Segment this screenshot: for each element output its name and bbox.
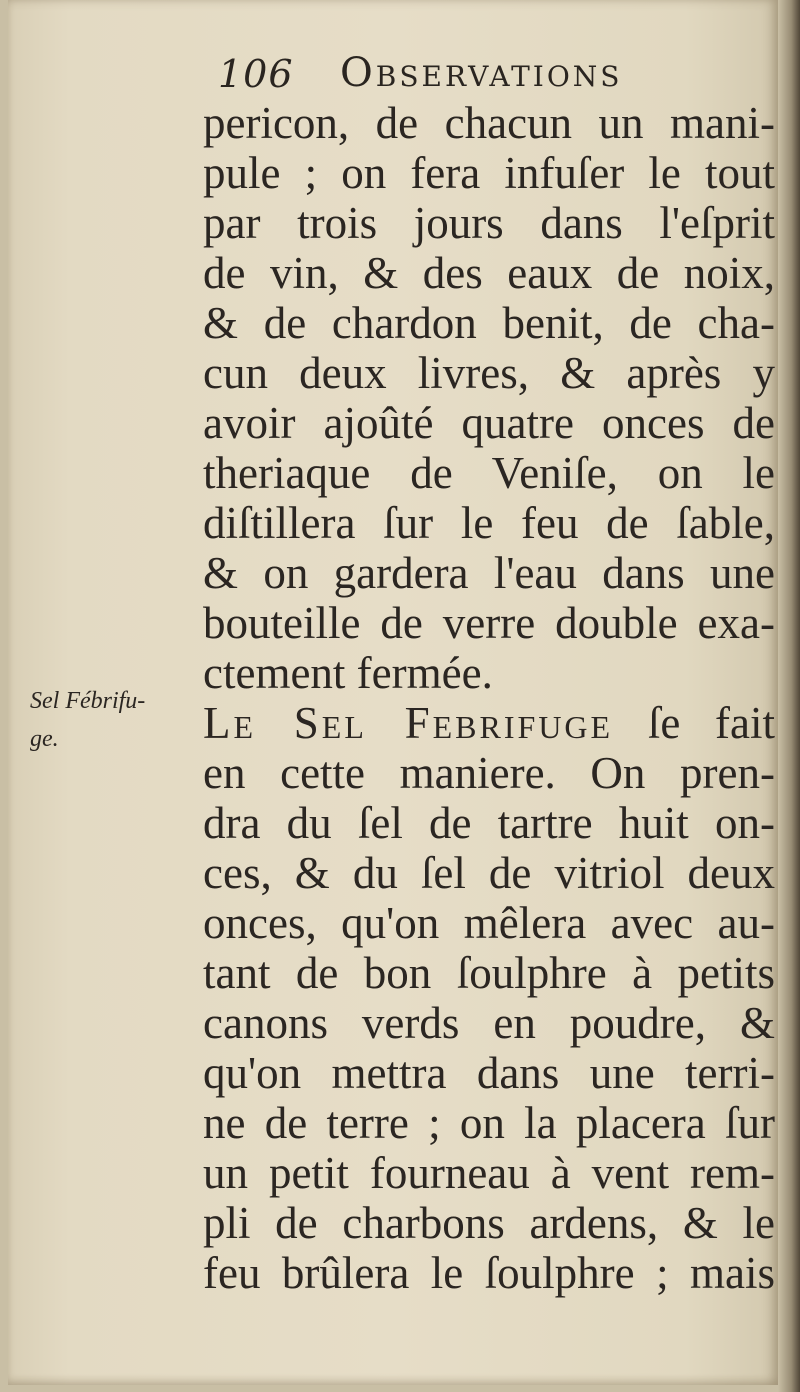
section-heading-rest: ſe fait	[647, 698, 775, 748]
margin-note-line-2: ge.	[30, 726, 59, 752]
text-line: feu brûlera le ſoulphre ; mais	[203, 1248, 775, 1298]
text-line: pule ; on fera infuſer le tout	[203, 148, 775, 198]
body-text	[203, 98, 775, 1298]
text-line: theriaque de Veniſe, on le	[203, 448, 775, 498]
page-header	[218, 46, 758, 102]
spine-shadow	[778, 0, 800, 1392]
section-heading-line	[203, 698, 775, 748]
text-line: tant de bon ſoulphre à petits	[203, 948, 775, 998]
text-line: pericon, de chacun un mani-	[203, 98, 775, 148]
text-line: dra du ſel de tartre huit on-	[203, 798, 775, 848]
text-line: cun deux livres, & après y	[203, 348, 775, 398]
text-line: diſtillera ſur le feu de ſable,	[203, 498, 775, 548]
text-line: par trois jours dans l'eſprit	[203, 198, 775, 248]
text-line: & on gardera l'eau dans une	[203, 548, 775, 598]
running-title: Observations	[340, 50, 623, 96]
text-line: bouteille de verre double exa-	[203, 598, 775, 648]
text-line: qu'on mettra dans une terri-	[203, 1048, 775, 1098]
margin-note-line-1: Sel Fébrifu-	[30, 688, 146, 714]
text-line: de vin, & des eaux de noix,	[203, 248, 775, 298]
text-line: & de chardon benit, de cha-	[203, 298, 775, 348]
text-line: pli de charbons ardens, & le	[203, 1198, 775, 1248]
text-line: ctement fermée.	[203, 648, 493, 698]
text-line: ces, & du ſel de vitriol deux	[203, 848, 775, 898]
text-line: un petit fourneau à vent rem-	[203, 1148, 775, 1198]
text-line: canons verds en poudre, &	[203, 998, 775, 1048]
page-number: 106	[218, 52, 294, 96]
text-line: ne de terre ; on la placera ſur	[203, 1098, 775, 1148]
text-line: avoir ajoûté quatre onces de	[203, 398, 775, 448]
text-line: en cette maniere. On pren-	[203, 748, 775, 798]
section-heading: Le Sel Febrifuge	[203, 698, 614, 748]
margin-note	[30, 682, 200, 758]
text-line: onces, qu'on mêlera avec au-	[203, 898, 775, 948]
